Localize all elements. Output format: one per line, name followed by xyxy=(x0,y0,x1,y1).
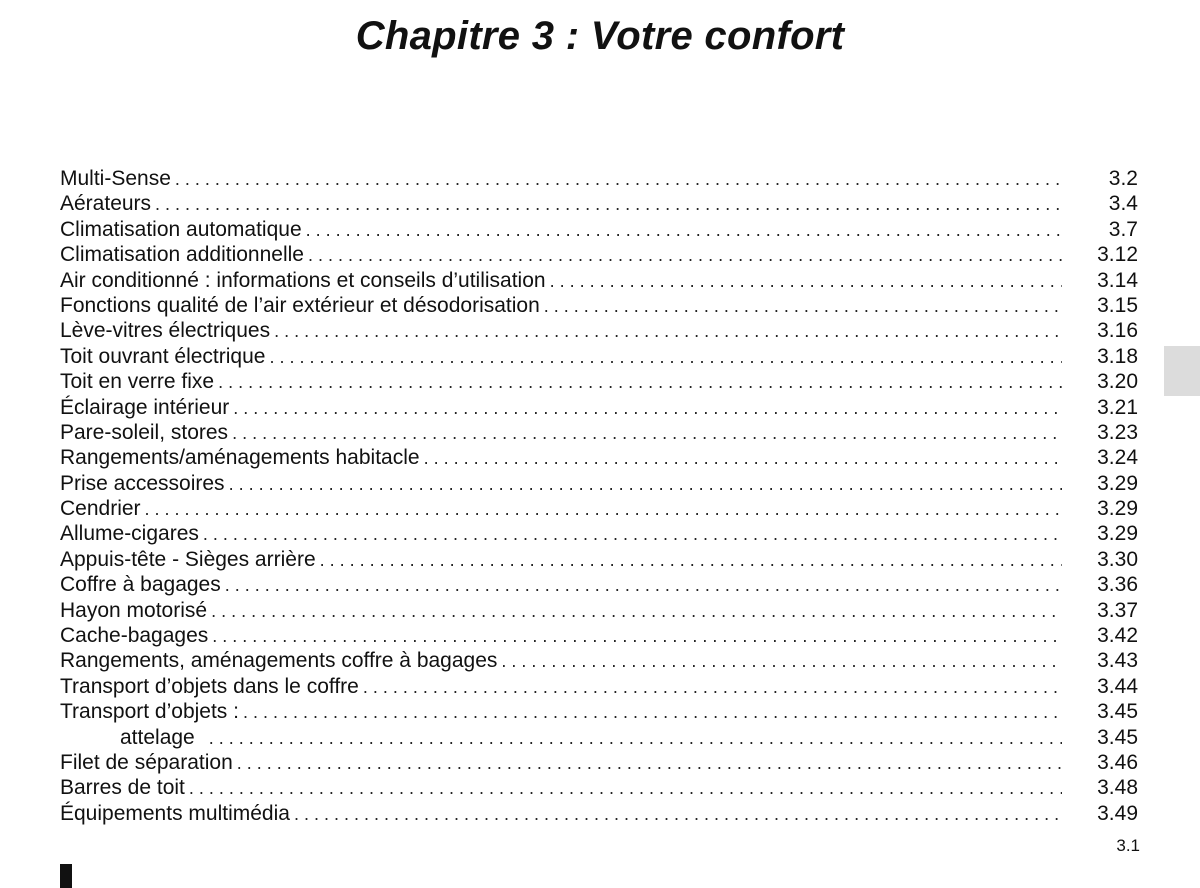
toc-dot-leader xyxy=(203,522,1062,547)
toc-entry[interactable] xyxy=(60,369,1138,394)
toc-entry[interactable] xyxy=(60,471,1138,496)
toc-entry-label: Pare-soleil, stores xyxy=(60,420,229,444)
toc-dot-leader xyxy=(363,675,1062,700)
page-number: 3.1 xyxy=(1116,836,1140,855)
toc-entry-page: 3.29 xyxy=(1097,471,1138,495)
toc-entry-page: 3.24 xyxy=(1097,446,1138,470)
toc-entry[interactable] xyxy=(60,623,1138,648)
toc-dot-leader xyxy=(550,269,1062,294)
table-of-contents xyxy=(60,166,1138,826)
toc-entry[interactable] xyxy=(60,572,1138,597)
toc-entry-label: Barres de toit xyxy=(60,776,185,800)
toc-entry-page: 3.21 xyxy=(1097,395,1138,419)
toc-entry-page: 3.43 xyxy=(1097,649,1138,673)
toc-entry-page: 3.16 xyxy=(1097,319,1138,343)
toc-entry-label: Rangements, aménagements coffre à bagages xyxy=(60,649,498,673)
toc-entry-page: 3.44 xyxy=(1097,674,1138,698)
toc-entry[interactable] xyxy=(60,191,1138,216)
toc-entry-label: Fonctions qualité de l’air extérieur et désodorisation xyxy=(60,293,540,317)
toc-entry-label: Coffre à bagages xyxy=(60,573,221,597)
toc-entry-label: Éclairage intérieur xyxy=(60,395,230,419)
toc-entry-label: Hayon motorisé xyxy=(60,598,208,622)
toc-entry[interactable] xyxy=(60,166,1138,191)
toc-dot-leader xyxy=(225,573,1062,598)
toc-entry-page: 3.4 xyxy=(1108,192,1138,216)
toc-entry-label: Équipements multimédia xyxy=(60,801,290,825)
toc-entry-label: Transport d’objets dans le coffre xyxy=(60,674,359,698)
toc-entry-page: 3.42 xyxy=(1097,624,1138,648)
toc-entry-page: 3.45 xyxy=(1097,700,1138,724)
toc-dot-leader xyxy=(243,700,1062,725)
toc-dot-leader xyxy=(155,192,1062,217)
toc-entry-page: 3.15 xyxy=(1097,293,1138,317)
toc-entry-page: 3.20 xyxy=(1097,370,1138,394)
toc-entry[interactable] xyxy=(60,775,1138,800)
toc-entry-label: Lève-vitres électriques xyxy=(60,319,271,343)
toc-entry[interactable] xyxy=(60,318,1138,343)
page-title: Chapitre 3 : Votre confort xyxy=(355,14,845,58)
toc-entry[interactable] xyxy=(60,648,1138,673)
toc-dot-leader xyxy=(233,396,1062,421)
toc-entry-label: Multi-Sense xyxy=(60,167,171,190)
toc-dot-leader xyxy=(212,624,1062,649)
toc-entry-label: Filet de séparation xyxy=(60,750,233,774)
toc-entry-page: 3.12 xyxy=(1097,243,1138,267)
toc-entry-page: 3.30 xyxy=(1097,547,1138,571)
toc-entry-page: 3.23 xyxy=(1097,420,1138,444)
toc-entry[interactable] xyxy=(60,725,1138,750)
toc-entry-page: 3.46 xyxy=(1097,750,1138,774)
toc-entry-page: 3.14 xyxy=(1097,268,1138,292)
toc-entry-page: 3.45 xyxy=(1097,725,1138,749)
toc-entry-label: Air conditionné : informations et conseils d’utilisation xyxy=(60,268,546,292)
toc-dot-leader xyxy=(229,472,1062,497)
toc-entry-label: Aérateurs xyxy=(60,192,152,216)
toc-entry-label: Cendrier xyxy=(60,497,141,521)
toc-dot-leader xyxy=(544,294,1062,319)
toc-entry[interactable] xyxy=(60,420,1138,445)
toc-entry-label: Cache-bagages xyxy=(60,624,209,648)
toc-entry[interactable] xyxy=(60,674,1138,699)
toc-entry[interactable] xyxy=(60,547,1138,572)
toc-entry[interactable] xyxy=(60,395,1138,420)
toc-entry-label: Prise accessoires xyxy=(60,471,225,495)
toc-entry-page: 3.36 xyxy=(1097,573,1138,597)
toc-entry-label: Toit en verre fixe xyxy=(60,370,215,394)
toc-entry[interactable] xyxy=(60,217,1138,242)
toc-entry-page: 3.48 xyxy=(1097,776,1138,800)
toc-entry-page: 3.37 xyxy=(1097,598,1138,622)
toc-entry[interactable] xyxy=(60,445,1138,470)
toc-entry[interactable] xyxy=(60,598,1138,623)
toc-entry-page: 3.18 xyxy=(1097,344,1138,368)
toc-dot-leader xyxy=(218,370,1062,395)
toc-entry[interactable] xyxy=(60,496,1138,521)
toc-dot-leader xyxy=(209,726,1062,751)
toc-entry-label: attelage xyxy=(120,725,195,749)
toc-dot-leader xyxy=(320,548,1062,573)
toc-entry-page: 3.29 xyxy=(1097,497,1138,521)
toc-entry[interactable] xyxy=(60,699,1138,724)
toc-dot-leader xyxy=(274,319,1062,344)
toc-dot-leader xyxy=(175,167,1062,192)
toc-entry-label: Rangements/aménagements habitacle xyxy=(60,446,420,470)
toc-entry[interactable] xyxy=(60,293,1138,318)
toc-dot-leader xyxy=(306,218,1062,243)
chapter-tab-marker xyxy=(1164,346,1200,396)
toc-entry-page: 3.7 xyxy=(1108,217,1138,241)
toc-entry-label: Climatisation automatique xyxy=(60,217,302,241)
toc-dot-leader xyxy=(294,802,1062,827)
toc-entry-page: 3.2 xyxy=(1108,167,1138,190)
toc-entry-label: Transport d’objets : xyxy=(60,700,239,724)
toc-entry-page: 3.49 xyxy=(1097,801,1138,825)
toc-dot-leader xyxy=(308,243,1062,268)
toc-entry[interactable] xyxy=(60,344,1138,369)
toc-dot-leader xyxy=(424,446,1062,471)
toc-entry-label: Climatisation additionnelle xyxy=(60,243,304,267)
toc-dot-leader xyxy=(501,649,1062,674)
toc-entry[interactable] xyxy=(60,242,1138,267)
toc-dot-leader xyxy=(189,776,1062,801)
toc-entry[interactable] xyxy=(60,801,1138,826)
toc-dot-leader xyxy=(269,345,1062,370)
toc-entry[interactable] xyxy=(60,521,1138,546)
toc-dot-leader xyxy=(211,599,1062,624)
toc-entry[interactable] xyxy=(60,750,1138,775)
toc-entry[interactable] xyxy=(60,268,1138,293)
toc-dot-leader xyxy=(237,751,1062,776)
toc-entry-label: Appuis-tête - Sièges arrière xyxy=(60,547,316,571)
toc-dot-leader xyxy=(232,421,1062,446)
toc-dot-leader xyxy=(145,497,1062,522)
toc-entry-label: Allume-cigares xyxy=(60,522,199,546)
print-crop-mark xyxy=(60,864,72,888)
toc-entry-label: Toit ouvrant électrique xyxy=(60,344,266,368)
toc-entry-page: 3.29 xyxy=(1097,522,1138,546)
